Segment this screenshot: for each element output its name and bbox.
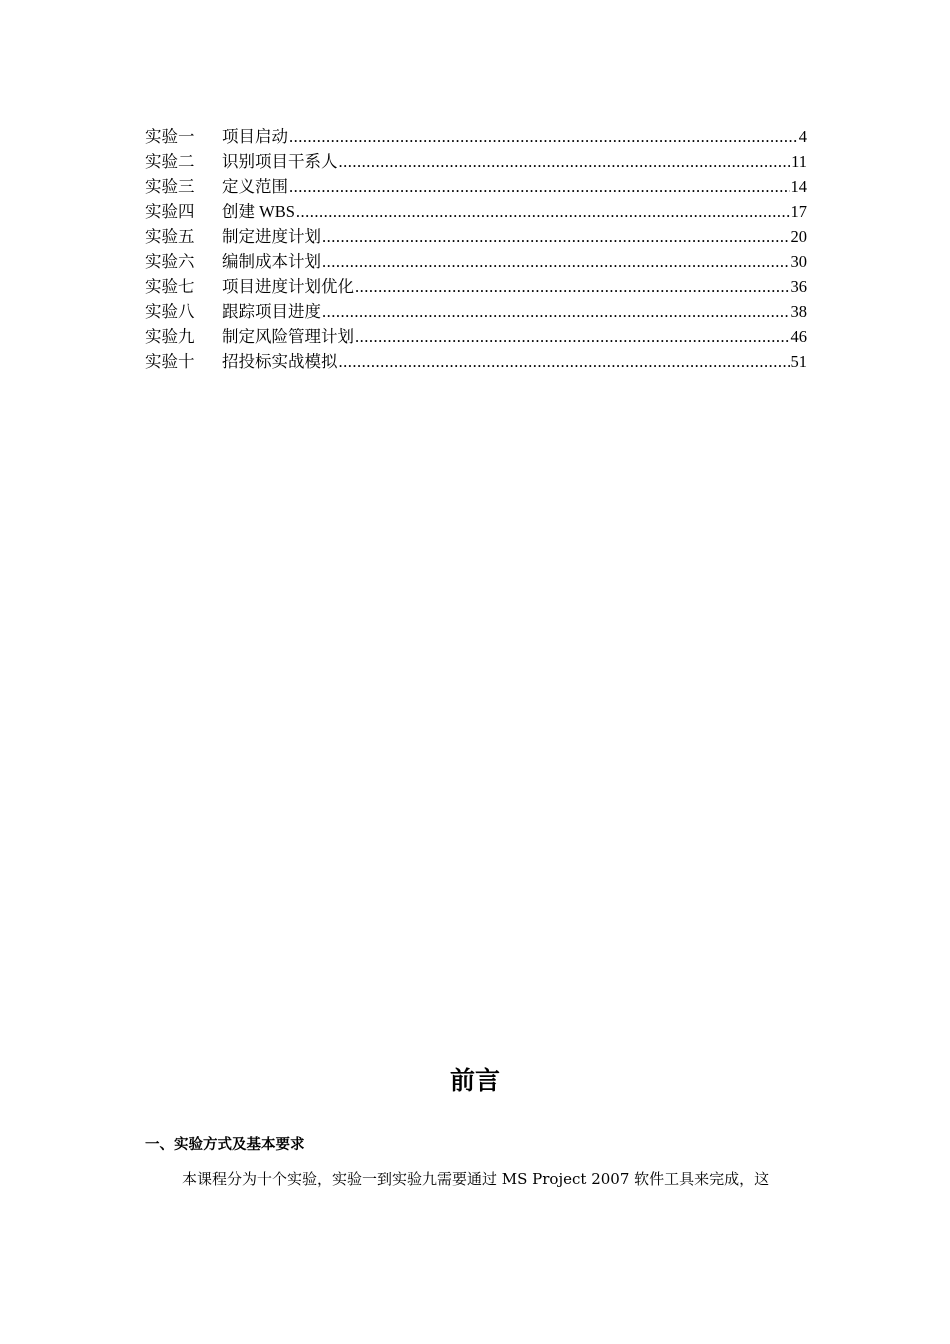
toc-entry[interactable] xyxy=(145,224,807,249)
toc-dot-leader xyxy=(296,199,790,224)
toc-entry[interactable] xyxy=(145,124,807,149)
toc-entry-number: 实验三 xyxy=(145,177,195,196)
toc-entry[interactable] xyxy=(145,174,807,199)
toc-entry-number: 实验一 xyxy=(145,127,195,146)
table-of-contents xyxy=(145,124,807,374)
toc-entry-page: 51 xyxy=(790,352,807,371)
toc-entry-number: 实验五 xyxy=(145,227,195,246)
toc-entry-title: 识别项目干系人 xyxy=(222,152,338,171)
toc-dot-leader xyxy=(355,324,790,349)
toc-dot-leader xyxy=(355,274,790,299)
toc-entry-number: 实验八 xyxy=(145,302,195,321)
toc-entry-title: 招投标实战模拟 xyxy=(222,352,338,371)
toc-entry[interactable] xyxy=(145,299,807,324)
toc-entry[interactable] xyxy=(145,349,807,374)
toc-entry-page: 36 xyxy=(790,277,807,296)
toc-entry-title: 制定风险管理计划 xyxy=(222,327,354,346)
toc-dot-leader xyxy=(339,349,790,374)
toc-entry[interactable] xyxy=(145,149,807,174)
toc-entry-title: 定义范围 xyxy=(222,177,288,196)
toc-entry-page: 46 xyxy=(790,327,807,346)
toc-entry-number: 实验七 xyxy=(145,277,195,296)
toc-dot-leader xyxy=(289,124,798,149)
toc-dot-leader xyxy=(339,149,791,174)
toc-entry[interactable] xyxy=(145,324,807,349)
body-paragraph: 本课程分为十个实验，实验一到实验九需要通过 MS Project 2007 软件工具来完成，这 xyxy=(182,1170,770,1188)
toc-dot-leader xyxy=(289,174,790,199)
toc-entry-page: 4 xyxy=(798,127,807,146)
toc-entry-page: 17 xyxy=(790,202,807,221)
toc-entry-title: 项目进度计划优化 xyxy=(222,277,354,296)
toc-entry-page: 20 xyxy=(790,227,807,246)
toc-entry-number: 实验九 xyxy=(145,327,195,346)
toc-entry-number: 实验四 xyxy=(145,202,195,221)
toc-dot-leader xyxy=(322,299,790,324)
section-heading: 一、实验方式及基本要求 xyxy=(145,1137,305,1153)
toc-dot-leader xyxy=(322,224,790,249)
preface-title: 前言 xyxy=(449,1066,500,1095)
toc-entry-number: 实验十 xyxy=(145,352,195,371)
toc-entry[interactable] xyxy=(145,274,807,299)
toc-entry[interactable] xyxy=(145,199,807,224)
toc-entry-page: 11 xyxy=(791,152,807,171)
toc-entry-title: 创建 WBS xyxy=(222,202,295,221)
toc-entry-number: 实验二 xyxy=(145,152,195,171)
toc-entry-title: 项目启动 xyxy=(222,127,288,146)
toc-entry-page: 30 xyxy=(790,252,807,271)
toc-entry-title: 制定进度计划 xyxy=(222,227,321,246)
toc-entry-title: 编制成本计划 xyxy=(222,252,321,271)
toc-entry-page: 14 xyxy=(790,177,807,196)
toc-entry-number: 实验六 xyxy=(145,252,195,271)
toc-entry[interactable] xyxy=(145,249,807,274)
toc-entry-title: 跟踪项目进度 xyxy=(222,302,321,321)
toc-dot-leader xyxy=(322,249,790,274)
toc-entry-page: 38 xyxy=(790,302,807,321)
